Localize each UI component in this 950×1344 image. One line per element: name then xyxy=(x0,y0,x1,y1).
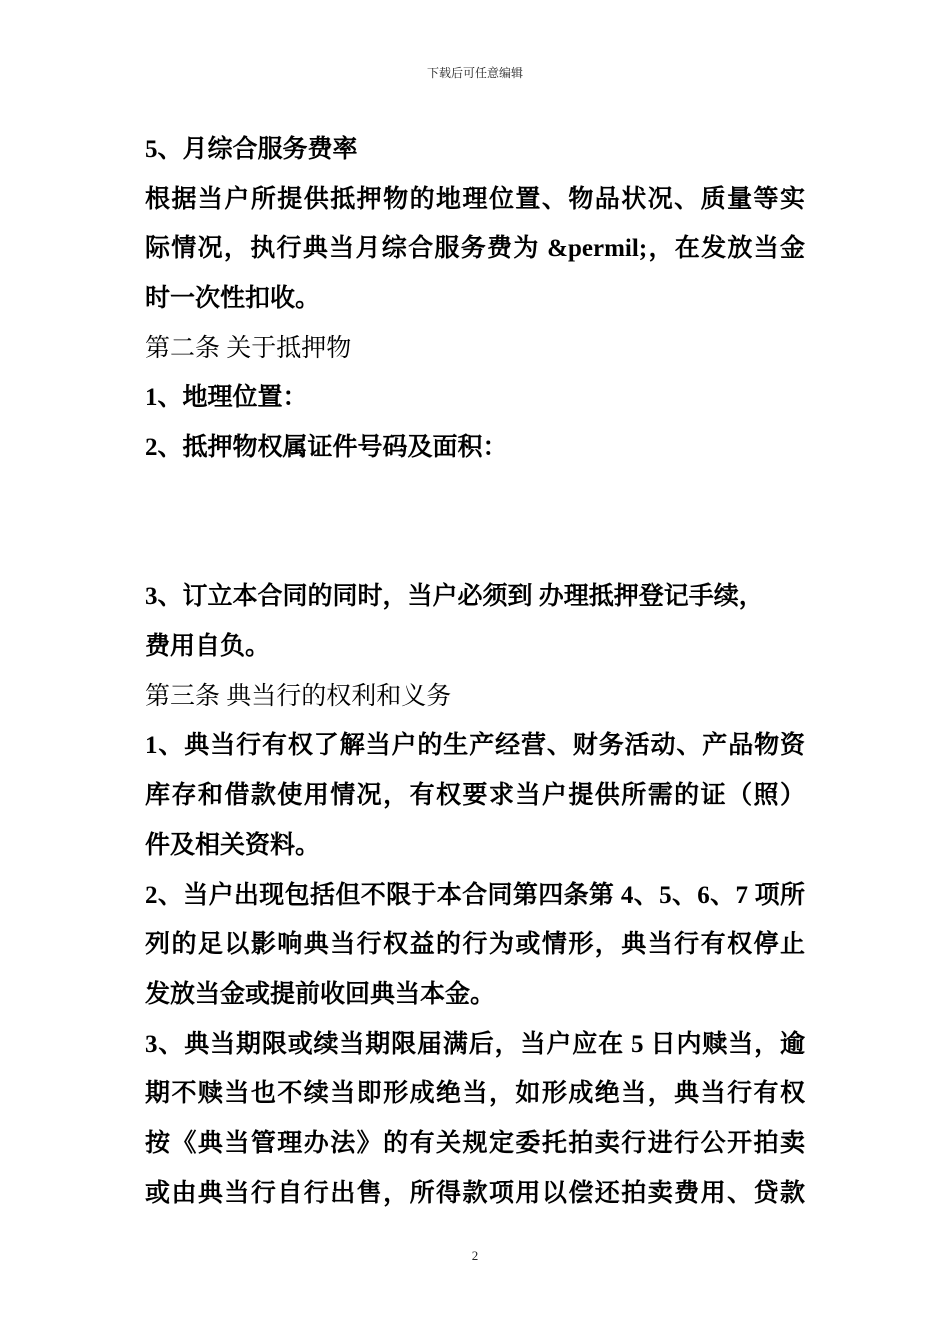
clause-item: 3、订立本合同的同时，当户必须到 办理抵押登记手续， xyxy=(145,583,764,610)
paragraph-line: 际情况，执行典当月综合服务费为 &permil;，在发放当金 xyxy=(145,235,805,262)
clause-item: 2、当户出现包括但不限于本合同第四条第 4、5、6、7 项所 xyxy=(145,882,805,909)
paragraph-line: 发放当金或提前收回典当本金。 xyxy=(145,981,496,1008)
clause-item: 1、地理位置： xyxy=(145,384,308,411)
paragraph-line: 按《典当管理办法》的有关规定委托拍卖行进行公开拍卖 xyxy=(145,1130,805,1157)
clause-item: 3、典当期限或续当期限届满后，当户应在 5 日内赎当，逾 xyxy=(145,1031,805,1058)
paragraph-line: 或由典当行自行出售，所得款项用以偿还拍卖费用、贷款 xyxy=(145,1180,805,1207)
article-heading-2: 第二条 关于抵押物 xyxy=(145,335,352,362)
paragraph-line: 库存和借款使用情况，有权要求当户提供所需的证（照） xyxy=(145,782,805,809)
page-header: 下载后可任意编辑 xyxy=(426,66,523,80)
page-number: 2 xyxy=(471,1248,479,1263)
clause-heading-monthly-fee: 5、月综合服务费率 xyxy=(145,136,358,163)
paragraph-line: 件及相关资料。 xyxy=(145,832,321,859)
clause-item: 2、抵押物权属证件号码及面积： xyxy=(145,434,508,461)
paragraph-line: 根据当户所提供抵押物的地理位置、物品状况、质量等实 xyxy=(145,186,805,213)
article-heading-3: 第三条 典当行的权利和义务 xyxy=(145,683,452,710)
paragraph-line: 费用自负。 xyxy=(145,633,271,660)
paragraph-line: 列的足以影响典当行权益的行为或情形，典当行有权停止 xyxy=(145,931,805,958)
clause-item: 1、典当行有权了解当户的生产经营、财务活动、产品物资 xyxy=(145,732,805,759)
paragraph-line: 时一次性扣收。 xyxy=(145,285,321,312)
paragraph-line: 期不赎当也不续当即形成绝当，如形成绝当，典当行有权 xyxy=(145,1080,805,1107)
